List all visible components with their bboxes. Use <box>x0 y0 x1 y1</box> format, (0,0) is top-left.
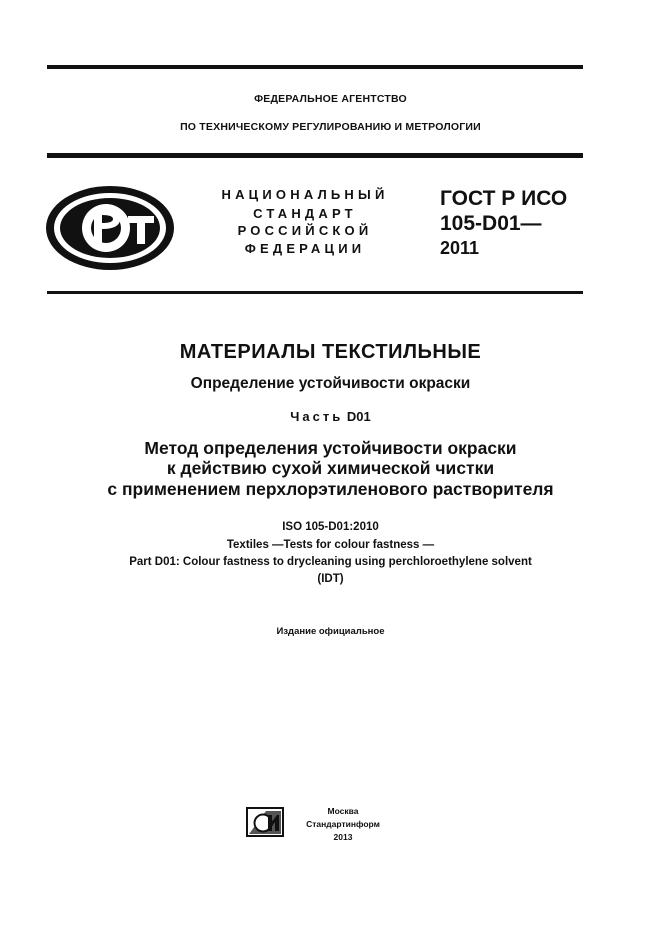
national-standard-line-3: РОССИЙСКОЙ <box>237 223 373 238</box>
document-title: МАТЕРИАЛЫ ТЕКСТИЛЬНЫЕ <box>179 341 482 363</box>
iso-reference-line-3: Part D01: Colour fastness to drycleaning using perchloroethylene solvent <box>129 556 532 568</box>
national-standard-line-2: СТАНДАРТ <box>253 206 357 221</box>
part-label <box>0 409 661 424</box>
header-bottom-rule <box>47 153 583 158</box>
method-title-line-3: с применением перхлорэтиленового растворителя <box>107 479 554 499</box>
publisher-name: Стандартинформ <box>306 819 380 829</box>
standartinform-logo-icon <box>246 807 284 837</box>
iso-reference-line-4: (IDT) <box>317 573 344 585</box>
iso-reference-line-1: ISO 105-D01:2010 <box>282 521 379 533</box>
method-title-line-2: к действию сухой химической чистки <box>166 458 495 478</box>
part-code: D01 <box>346 409 371 424</box>
part-word: Часть <box>290 409 344 424</box>
publisher-city: Москва <box>327 806 359 816</box>
top-rule <box>47 65 583 69</box>
standard-code-line-2: 105-D01— <box>440 212 542 235</box>
method-title-line-1: Метод определения устойчивости окраски <box>144 438 517 458</box>
publication-year: 2013 <box>333 832 353 842</box>
rst-mark-icon <box>44 184 176 272</box>
agency-name-line-1: ФЕДЕРАЛЬНОЕ АГЕНТСТВО <box>254 93 407 105</box>
edition-label: Издание официальное <box>276 626 385 637</box>
iso-reference-line-2: Textiles —Tests for colour fastness — <box>226 539 435 551</box>
national-standard-line-1: НАЦИОНАЛЬНЫЙ <box>221 187 389 202</box>
document-subtitle: Определение устойчивости окраски <box>190 375 471 392</box>
national-standard-line-4: ФЕДЕРАЦИИ <box>244 241 366 256</box>
agency-name-line-2: ПО ТЕХНИЧЕСКОМУ РЕГУЛИРОВАНИЮ И МЕТРОЛОГИИ <box>180 121 481 133</box>
standard-block-rule <box>47 291 583 294</box>
standard-code-line-3: 2011 <box>440 238 480 258</box>
standard-code-line-1: ГОСТ Р ИСО <box>440 187 568 210</box>
